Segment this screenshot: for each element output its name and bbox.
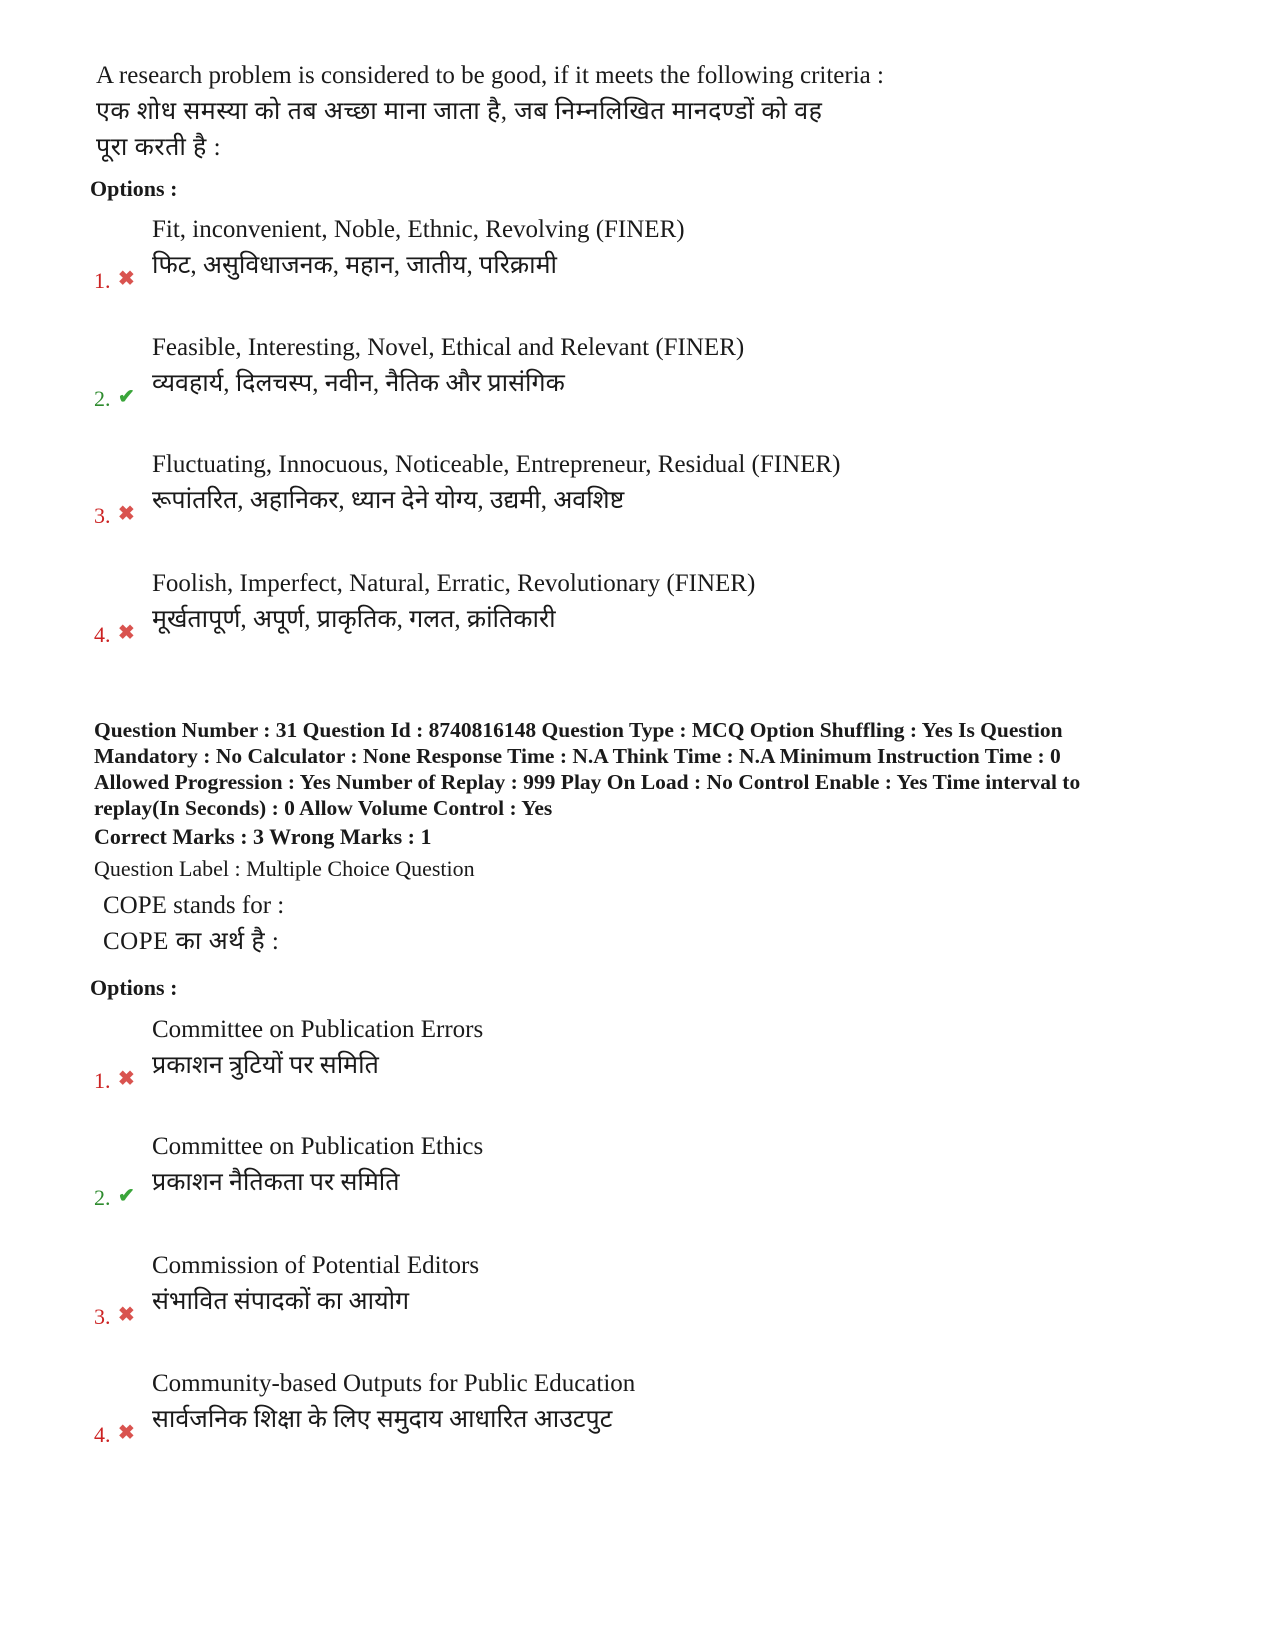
option-hindi: रूपांतरित, अहानिकर, ध्यान देने योग्य, उद्यमी, अवशिष्ट — [152, 487, 625, 514]
option-hindi: प्रकाशन नैतिकता पर समिति — [152, 1169, 400, 1196]
option-number: 1. — [94, 268, 111, 293]
option-text — [152, 1248, 479, 1320]
option-number: 3. — [94, 1304, 111, 1329]
q31-stem-hindi: COPE का अर्थ है : — [103, 928, 280, 955]
option-english: Committee on Publication Ethics — [152, 1133, 484, 1160]
q31-metadata — [94, 717, 1194, 821]
q30-stem-english: A research problem is considered to be good, if it meets the following criteria : — [96, 62, 884, 89]
option-hindi: संभावित संपादकों का आयोग — [152, 1288, 410, 1315]
q31-stem — [103, 888, 284, 960]
meta-line: Allowed Progression : Yes Number of Replay : 999 Play On Load : No Control Enable : Yes Time interval to — [94, 770, 1081, 794]
q30-stem-hindi-line1: एक शोध समस्या को तब अच्छा माना जाता है, जब निम्नलिखित मानदण्डों को वह — [96, 98, 823, 125]
meta-line: Mandatory : No Calculator : None Response Time : N.A Think Time : N.A Minimum Instruction Time : 0 — [94, 744, 1061, 768]
option-text — [152, 1012, 483, 1084]
q30-stem-hindi-line2: पूरा करती है : — [96, 134, 222, 161]
wrong-cross-icon: ✖ — [118, 503, 135, 525]
meta-line: replay(In Seconds) : 0 Allow Volume Control : Yes — [94, 796, 553, 820]
option-text — [152, 1129, 483, 1201]
wrong-cross-icon: ✖ — [118, 268, 135, 290]
correct-check-icon: ✔ — [118, 1185, 135, 1207]
option-hindi: प्रकाशन त्रुटियों पर समिति — [152, 1052, 379, 1079]
q30-options-label: Options : — [90, 176, 178, 201]
option-hindi: मूर्खतापूर्ण, अपूर्ण, प्राकृतिक, गलत, क्रांतिकारी — [152, 606, 556, 633]
option-text — [152, 330, 744, 402]
option-text — [152, 212, 685, 284]
option-number: 2. — [94, 386, 111, 411]
q30-stem — [96, 58, 884, 166]
wrong-cross-icon: ✖ — [118, 622, 135, 644]
q31-marks: Correct Marks : 3 Wrong Marks : 1 — [94, 824, 432, 849]
q31-options-label: Options : — [90, 975, 178, 1000]
meta-line: Question Number : 31 Question Id : 8740816148 Question Type : MCQ Option Shuffling : Yes Is Question — [94, 718, 1063, 742]
option-text — [152, 447, 840, 519]
option-english: Fit, inconvenient, Noble, Ethnic, Revolving (FINER) — [152, 216, 685, 243]
wrong-cross-icon: ✖ — [118, 1304, 135, 1326]
wrong-cross-icon: ✖ — [118, 1422, 135, 1444]
wrong-cross-icon: ✖ — [118, 1068, 135, 1090]
option-number: 2. — [94, 1185, 111, 1210]
option-text — [152, 1366, 635, 1438]
option-number: 1. — [94, 1068, 111, 1093]
option-number: 4. — [94, 1422, 111, 1447]
option-hindi: व्यवहार्य, दिलचस्प, नवीन, नैतिक और प्रासंगिक — [152, 370, 565, 397]
option-number: 4. — [94, 622, 111, 647]
option-text — [152, 566, 755, 638]
q31-question-label: Question Label : Multiple Choice Question — [94, 856, 475, 881]
option-english: Community-based Outputs for Public Education — [152, 1370, 636, 1397]
option-hindi: फिट, असुविधाजनक, महान, जातीय, परिक्रामी — [152, 252, 558, 279]
option-english: Fluctuating, Innocuous, Noticeable, Entrepreneur, Residual (FINER) — [152, 451, 841, 478]
option-english: Feasible, Interesting, Novel, Ethical and Relevant (FINER) — [152, 334, 745, 361]
option-number: 3. — [94, 503, 111, 528]
option-hindi: सार्वजनिक शिक्षा के लिए समुदाय आधारित आउटपुट — [152, 1406, 613, 1433]
option-english: Foolish, Imperfect, Natural, Erratic, Revolutionary (FINER) — [152, 570, 756, 597]
q31-stem-english: COPE stands for : — [103, 892, 285, 919]
option-english: Commission of Potential Editors — [152, 1252, 480, 1279]
option-english: Committee on Publication Errors — [152, 1016, 484, 1043]
correct-check-icon: ✔ — [118, 386, 135, 408]
